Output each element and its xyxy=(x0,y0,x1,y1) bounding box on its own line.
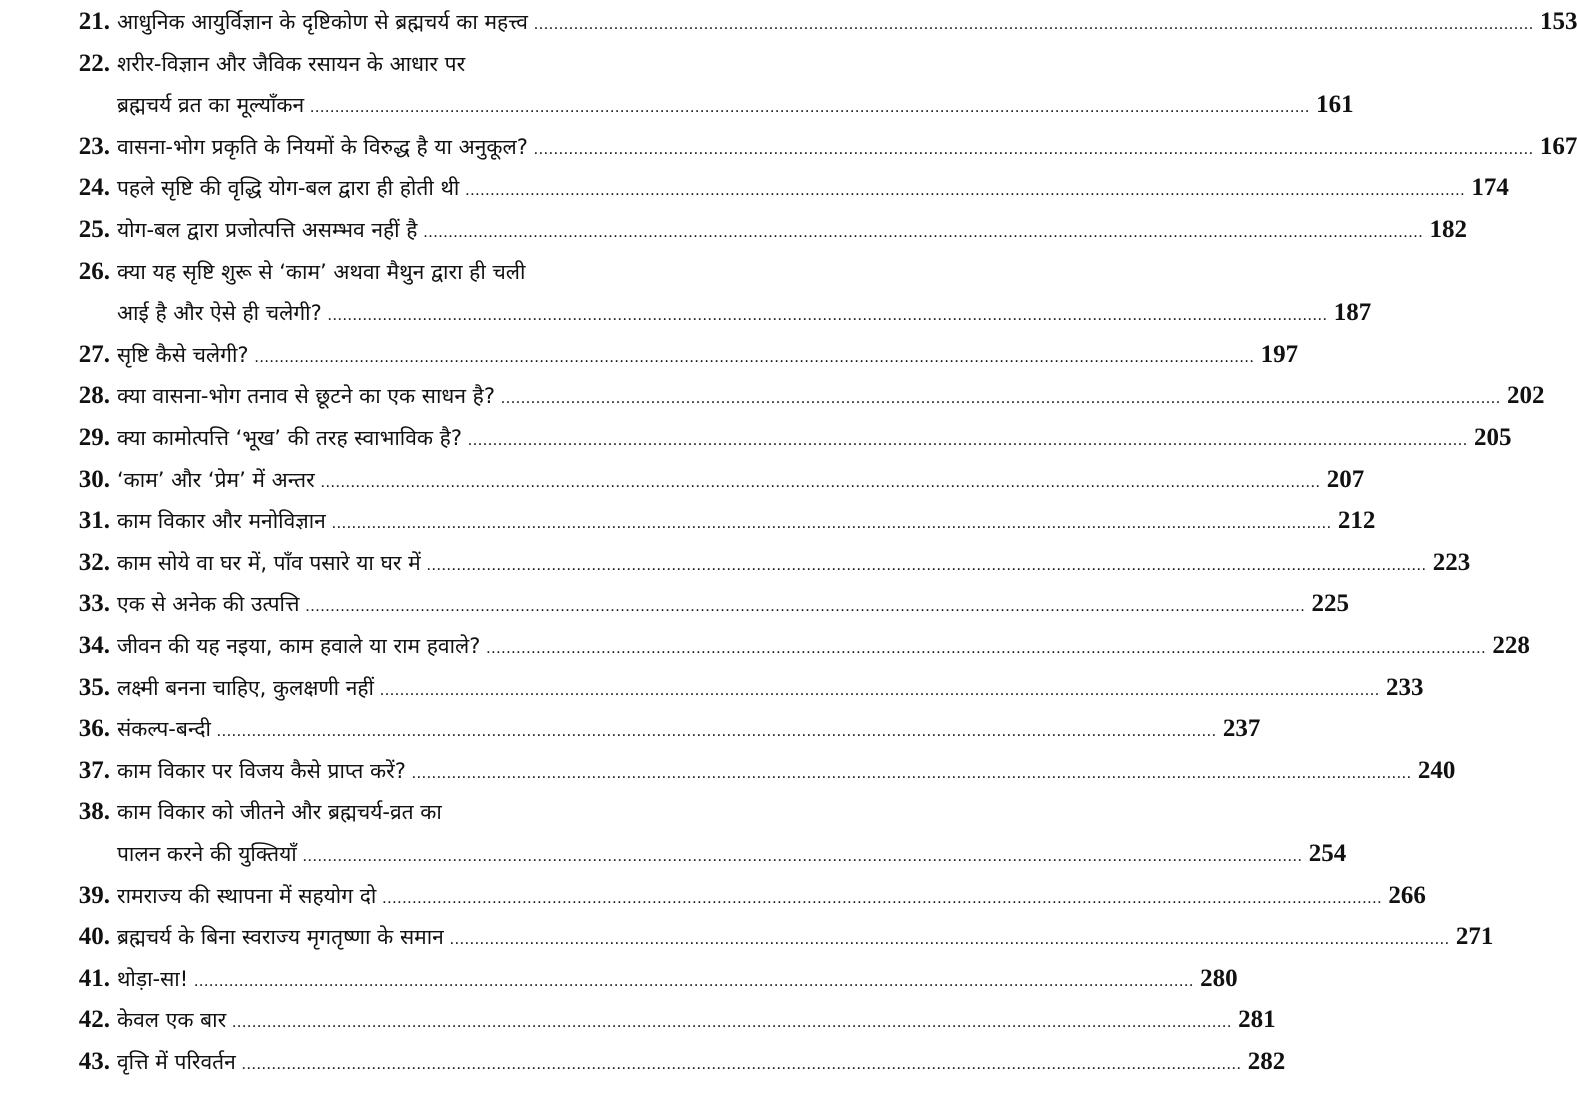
dot-leader: ........................................................................................................................................................................................................ xyxy=(194,972,1195,990)
toc-page-number: 280 xyxy=(1200,964,1238,992)
toc-entry-number: 29. xyxy=(78,424,110,451)
toc-page-number: 254 xyxy=(1308,839,1347,867)
toc-entry-title: लक्ष्मी बनना चाहिए, कुलक्षणी नहीं xyxy=(117,675,374,700)
toc-entry-line xyxy=(117,88,1354,122)
dot-leader: ........................................................................................................................................................................................................ xyxy=(486,640,1487,657)
dot-leader: ........................................................................................................................................................................................................ xyxy=(241,1056,1242,1073)
toc-entry-number: 22. xyxy=(78,49,110,77)
toc-page-number: 271 xyxy=(1455,923,1494,951)
toc-page-number: 233 xyxy=(1385,673,1424,701)
toc-entry-line xyxy=(117,587,1349,621)
dot-leader: ........................................................................................................................................................................................................ xyxy=(423,224,1424,241)
toc-entry-title: काम विकार पर विजय कैसे प्राप्त करें? xyxy=(117,758,406,783)
toc-page-number: 212 xyxy=(1337,507,1376,535)
toc-entry-title: पालन करने की युक्तियाँ xyxy=(117,841,297,866)
dot-leader: ........................................................................................................................................................................................................ xyxy=(331,515,1332,533)
toc-entry-number: 30. xyxy=(78,465,110,493)
toc-entry-line xyxy=(117,255,718,289)
dot-leader: ........................................................................................................................................................................................................ xyxy=(302,847,1303,865)
dot-leader: ........................................................................................................................................................................................................ xyxy=(426,556,1427,574)
dot-leader: ........................................................................................................................................................................................................ xyxy=(320,473,1321,491)
toc-page-number: 167 xyxy=(1539,132,1577,160)
toc-entry-title: आधुनिक आयुर्विज्ञान के दृष्टिकोण से ब्रह्मचर्य का महत्त्व xyxy=(117,10,528,34)
dot-leader: ........................................................................................................................................................................................................ xyxy=(382,889,1383,907)
toc-entry-line xyxy=(117,379,1545,413)
toc-entry-title: वृत्ति में परिवर्तन xyxy=(117,1050,236,1074)
toc-page-number: 228 xyxy=(1492,632,1530,659)
dot-leader: ........................................................................................................................................................................................................ xyxy=(310,99,1311,117)
toc-page-number: 174 xyxy=(1471,174,1509,202)
toc-entry-line xyxy=(117,47,718,81)
toc-entry-line xyxy=(117,962,1238,996)
toc-page-number: 187 xyxy=(1333,299,1372,327)
toc-entry-line xyxy=(117,546,1471,580)
toc-entry-title: क्या वासना-भोग तनाव से छूटने का एक साधन है? xyxy=(117,384,495,409)
toc-entry-title: आई है और ऐसे ही चलेगी? xyxy=(117,301,322,326)
toc-page-number: 182 xyxy=(1429,216,1467,243)
toc-entry-line xyxy=(117,920,1494,954)
dot-leader: ........................................................................................................................................................................................................ xyxy=(305,598,1306,616)
dot-leader: ........................................................................................................................................................................................................ xyxy=(449,931,1450,949)
toc-entry-line xyxy=(117,879,1426,913)
toc-page-number: 237 xyxy=(1222,715,1261,743)
dot-leader: ........................................................................................................................................................................................................ xyxy=(533,16,1534,33)
dot-leader: ........................................................................................................................................................................................................ xyxy=(467,432,1468,449)
toc-page-number: 240 xyxy=(1417,756,1456,784)
toc-entry-title: ब्रह्मचर्य व्रत का मूल्याँकन xyxy=(117,93,305,118)
toc-entry-title: योग-बल द्वारा प्रजोत्पत्ति असम्भव नहीं है xyxy=(117,218,418,242)
toc-entry-title: ब्रह्मचर्य के बिना स्वराज्य मृगतृष्णा के समान xyxy=(117,925,444,950)
toc-entry-number: 24. xyxy=(78,174,110,202)
dot-leader: ........................................................................................................................................................................................................ xyxy=(232,1014,1233,1032)
dot-leader: ........................................................................................................................................................................................................ xyxy=(533,140,1534,158)
dot-leader: ........................................................................................................................................................................................................ xyxy=(379,681,1380,699)
toc-entry-line xyxy=(117,213,1467,247)
dot-leader: ........................................................................................................................................................................................................ xyxy=(500,390,1501,408)
toc-entry-line xyxy=(117,504,1376,538)
toc-entry-number: 21. xyxy=(78,8,110,35)
toc-entry-number: 35. xyxy=(78,673,110,701)
toc-entry-line xyxy=(117,795,718,829)
toc-entry-line xyxy=(117,712,1261,746)
toc-entry-title: क्या यह सृष्टि शुरू से ‘काम’ अथवा मैथुन द्वारा ही चली xyxy=(117,259,526,284)
toc-entry-number: 39. xyxy=(78,881,110,909)
toc-entry-title: काम सोये वा घर में, पाँव पसारे या घर में xyxy=(117,550,421,575)
toc-entry-line xyxy=(117,338,1299,372)
toc-entry-line xyxy=(117,629,1530,663)
toc-entry-number: 34. xyxy=(78,632,110,659)
toc-page-number: 225 xyxy=(1311,590,1349,618)
toc-entry-line xyxy=(117,837,1347,871)
toc-entry-title: वासना-भोग प्रकृति के नियमों के विरुद्ध है या अनुकूल? xyxy=(117,134,528,159)
toc-entry-title: काम विकार और मनोविज्ञान xyxy=(117,509,326,534)
toc-entry-line xyxy=(117,421,1512,455)
toc-entry-number: 28. xyxy=(78,382,110,410)
toc-entry-number: 25. xyxy=(78,216,110,243)
dot-leader: ........................................................................................................................................................................................................ xyxy=(465,182,1466,200)
toc-page-number: 282 xyxy=(1247,1048,1286,1075)
toc-entry-number: 31. xyxy=(78,507,110,535)
toc-entry-number: 43. xyxy=(78,1048,110,1075)
toc-entry-line xyxy=(117,671,1424,705)
toc-page-number: 153 xyxy=(1539,8,1577,35)
toc-entry-line xyxy=(117,463,1365,497)
toc-page-number: 207 xyxy=(1326,465,1365,493)
toc-entry-number: 32. xyxy=(78,548,110,576)
toc-page-number: 202 xyxy=(1506,382,1545,410)
toc-entry-title: सृष्टि कैसे चलेगी? xyxy=(117,342,249,367)
toc-entry-number: 41. xyxy=(78,964,110,992)
toc-page-number: 281 xyxy=(1238,1006,1276,1034)
dot-leader: ........................................................................................................................................................................................................ xyxy=(327,307,1328,325)
toc-entry-number: 36. xyxy=(78,715,110,743)
toc-entry-title: एक से अनेक की उत्पत्ति xyxy=(117,592,300,617)
toc-page-number: 205 xyxy=(1473,424,1512,451)
toc-entry-title: काम विकार को जीतने और ब्रह्मचर्य-व्रत का xyxy=(117,800,442,825)
toc-entry-number: 33. xyxy=(78,590,110,618)
toc-entry-title: जीवन की यह नइया, काम हवाले या राम हवाले? xyxy=(117,634,481,658)
dot-leader: ........................................................................................................................................................................................................ xyxy=(411,764,1412,782)
toc-entry-line xyxy=(117,171,1509,205)
toc-page-number: 161 xyxy=(1316,91,1354,119)
toc-entry-title: संकल्प-बन्दी xyxy=(117,717,211,742)
toc-entry-line xyxy=(117,1045,1286,1079)
toc-page-number: 197 xyxy=(1260,340,1299,368)
toc-entry-line xyxy=(117,5,1577,39)
toc-entry-number: 40. xyxy=(78,923,110,951)
toc-entry-number: 37. xyxy=(78,756,110,784)
toc-entry-line xyxy=(117,296,1372,330)
toc-entry-line xyxy=(117,754,1456,788)
toc-entry-number: 27. xyxy=(78,340,110,368)
toc-page-number: 266 xyxy=(1388,881,1426,909)
toc-entry-title: क्या कामोत्पत्ति ‘भूख’ की तरह स्वाभाविक है? xyxy=(117,426,462,450)
toc-entry-number: 42. xyxy=(78,1006,110,1034)
toc-entry-line xyxy=(117,1003,1276,1037)
toc-entry-title: शरीर-विज्ञान और जैविक रसायन के आधार पर xyxy=(117,51,466,76)
toc-entry-number: 38. xyxy=(78,798,110,826)
toc-entry-title: केवल एक बार xyxy=(117,1008,227,1033)
toc-entry-title: पहले सृष्टि की वृद्धि योग-बल द्वारा ही होती थी xyxy=(117,176,460,201)
toc-page-number: 223 xyxy=(1432,548,1471,576)
toc-entry-number: 26. xyxy=(78,257,110,285)
toc-entry-title: ‘काम’ और ‘प्रेम’ में अन्तर xyxy=(117,467,315,492)
toc-entry-title: रामराज्य की स्थापना में सहयोग दो xyxy=(117,883,377,908)
dot-leader: ........................................................................................................................................................................................................ xyxy=(254,348,1255,366)
toc-entry-line xyxy=(117,130,1577,164)
toc-entry-number: 23. xyxy=(78,132,110,160)
toc-entry-title: थोड़ा-सा! xyxy=(117,966,189,991)
dot-leader: ........................................................................................................................................................................................................ xyxy=(216,723,1217,741)
